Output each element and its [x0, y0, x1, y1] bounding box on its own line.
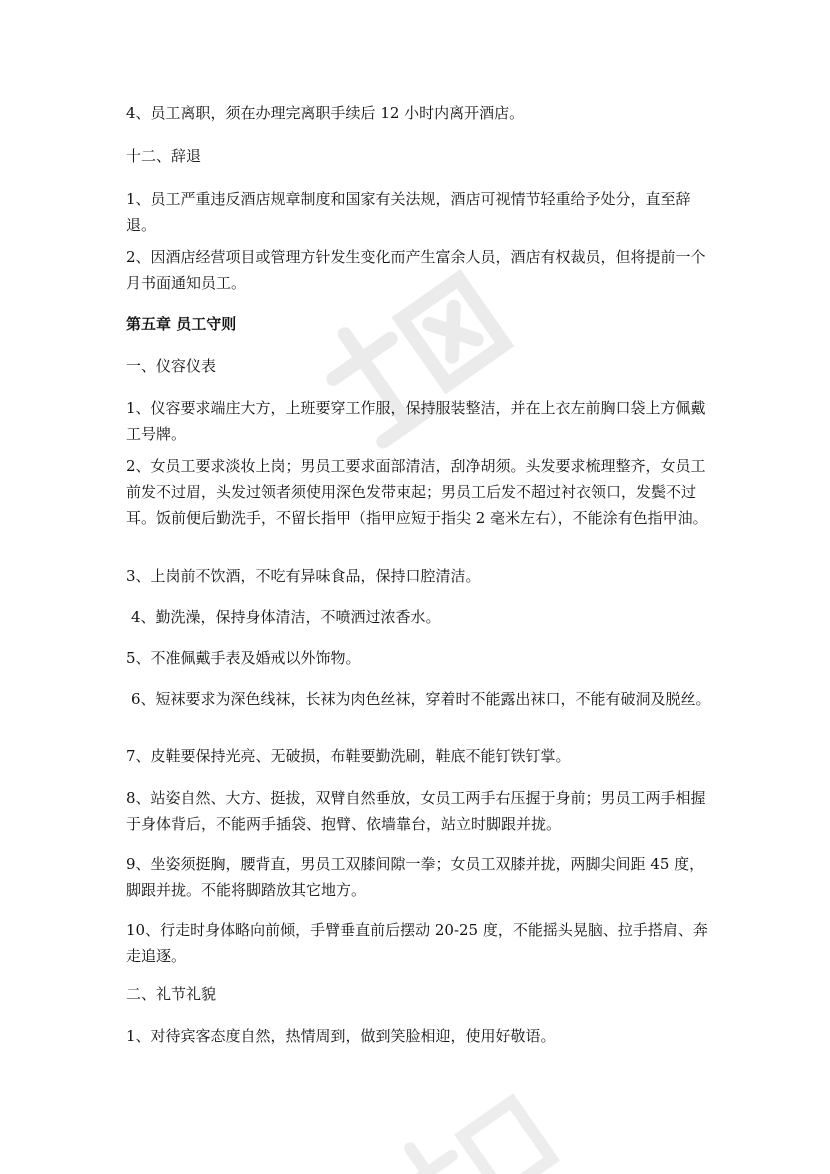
section-heading-dismissal: 十二、辞退	[126, 147, 202, 165]
watermark-seal-bottom	[360, 1090, 560, 1174]
paragraph-appearance-6: 6、短袜要求为深色线袜，长袜为肉色丝袜，穿着时不能露出袜口，不能有破洞及脱丝。	[131, 690, 711, 708]
paragraph-appearance-10: 10、行走时身体略向前倾，手臂垂直前后摆动 20-25 度，不能摇头晃脑、拉手搭肩、奔走追逐。	[126, 921, 708, 965]
paragraph-appearance-1: 1、仪容要求端庄大方，上班要穿工作服，保持服装整洁，并在上衣左前胸口袋上方佩戴工号牌。	[126, 399, 706, 443]
paragraph-appearance-3: 3、上岗前不饮酒，不吃有异味食品，保持口腔清洁。	[126, 567, 481, 585]
paragraph-dismissal-2: 2、因酒店经营项目或管理方针发生变化而产生富余人员，酒店有权裁员，但将提前一个月书面通知员工。	[126, 248, 706, 292]
paragraph-appearance-2: 2、女员工要求淡妆上岗；男员工要求面部清洁，刮净胡须。头发要求梳理整齐，女员工前发不过眉，头发过领者须使用深色发带束起；男员工后发不超过衬衣领口，发鬓不过耳。饭前便后勤洗手，不留长指甲（指甲应短于指尖 2 毫米左右），不能涂有色指甲油。	[126, 457, 708, 527]
paragraph-appearance-8: 8、站姿自然、大方、挺拔，双臂自然垂放，女员工两手右压握于身前；男员工两手相握于身体背后，不能两手插袋、抱臂、依墙靠台，站立时脚跟并拢。	[126, 789, 706, 833]
paragraph-appearance-4: 4、勤洗澡，保持身体清洁，不喷洒过浓香水。	[131, 608, 441, 626]
chapter-title: 第五章 员工守则	[126, 315, 237, 333]
paragraph-resignation-4: 4、员工离职，须在办理完离职手续后 12 小时内离开酒店。	[126, 104, 525, 122]
paragraph-appearance-5: 5、不准佩戴手表及婚戒以外饰物。	[126, 649, 361, 667]
paragraph-appearance-7: 7、皮鞋要保持光亮、无破损，布鞋要勤洗刷，鞋底不能钉铁钉掌。	[126, 747, 571, 765]
section-heading-appearance: 一、仪容仪表	[126, 357, 217, 375]
paragraph-appearance-9: 9、坐姿须挺胸，腰背直，男员工双膝间隙一拳；女员工双膝并拢，两脚尖间距 45 度，脚跟并拢。不能将脚踏放其它地方。	[126, 855, 705, 899]
paragraph-etiquette-1: 1、对待宾客态度自然，热情周到，做到笑脸相迎，使用好敬语。	[126, 1027, 556, 1045]
paragraph-dismissal-1: 1、员工严重违反酒店规章制度和国家有关法规，酒店可视情节轻重给予处分，直至辞退。	[126, 190, 691, 234]
section-heading-etiquette: 二、礼节礼貌	[126, 985, 217, 1003]
